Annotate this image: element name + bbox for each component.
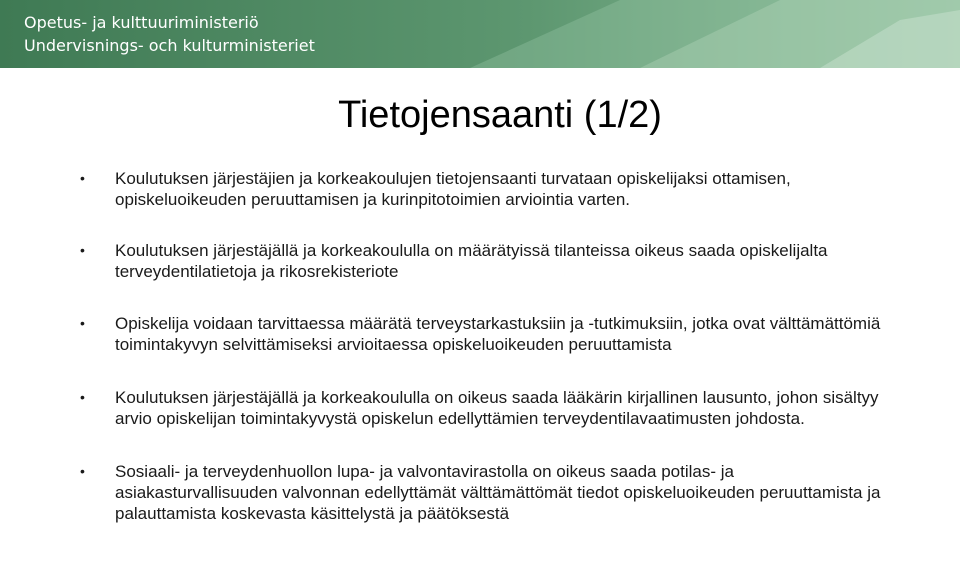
bullet-text: Opiskelija voidaan tarvittaessa määrätä terveystarkastuksiin ja -tutkimuksiin, jotka ovat välttämättömiä toimintakyvyn selvittämiseksi arvioitaessa opiskeluoikeuden peruuttamista [115,314,881,354]
bullet-item [80,461,890,524]
bullet-text: Sosiaali- ja terveydenhuollon lupa- ja valvontavirastolla on oikeus saada potilas- ja asiakasturvallisuuden valvonnan edellyttämät välttämättömät tiedot opiskeluoikeuden peruuttamista ja palauttamista koskevasta käsittelystä ja päätöksestä [115,462,881,523]
bullet-text: Koulutuksen järjestäjällä ja korkeakoululla on määrätyissä tilanteissa oikeus saada opiskelijalta terveydentilatietoja ja rikosrekisteriote [115,241,828,281]
bullet-item [80,313,890,355]
org-name-swedish: Undervisnings- och kulturministeriet [24,36,315,55]
header-banner [0,0,960,68]
bullet-list [80,168,890,524]
org-name-finnish: Opetus- ja kulttuuriministeriö [24,13,259,32]
bullet-item [80,168,890,210]
bullet-text: Koulutuksen järjestäjällä ja korkeakoululla on oikeus saada lääkärin kirjallinen lausunto, johon sisältyy arvio opiskelijan toimintakyvystä opiskelun edellyttämien terveydentilavaatimusten johdosta. [115,388,879,428]
bullet-dot-icon: • [80,463,85,479]
banner-background [0,0,960,68]
bullet-text: Koulutuksen järjestäjien ja korkeakoulujen tietojensaanti turvataan opiskelijaksi ottamisen, opiskeluoikeuden peruuttamisen ja kurinpitotoimien arviointia varten. [115,169,791,209]
bullet-dot-icon: • [80,242,85,258]
bullet-dot-icon: • [80,389,85,405]
bullet-dot-icon: • [80,170,85,186]
bullet-item [80,240,890,282]
bullet-dot-icon: • [80,315,85,331]
bullet-item [80,387,890,429]
slide-title: Tietojensaanti (1/2) [338,94,662,136]
